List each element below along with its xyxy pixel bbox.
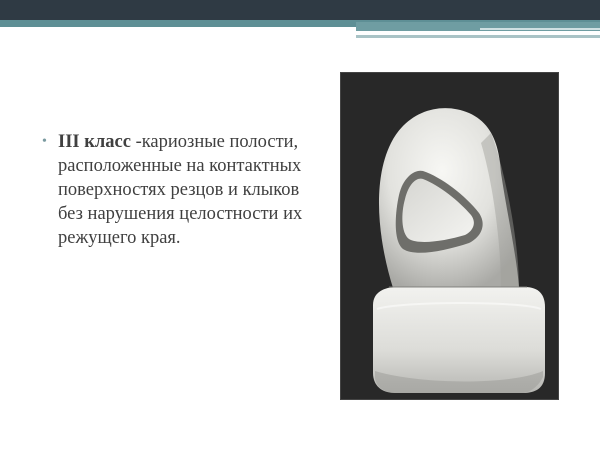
bullet-description: -кариозные полости, расположенные на контактных поверхностях резцов и клыков без нарушения целостности их режущего края. (58, 132, 303, 248)
slide-text-block (42, 130, 324, 250)
tooth-cavity-illustration (340, 72, 559, 400)
tooth-illustration-svg (341, 73, 559, 400)
bullet-dot-icon: • (42, 134, 47, 149)
bullet-bold-term: III класс (58, 132, 131, 152)
header-thin-line (356, 35, 600, 38)
header-dark-bar (0, 0, 600, 20)
bullet-text (58, 130, 324, 250)
bullet-item (42, 130, 324, 250)
header-light-line (480, 28, 600, 30)
